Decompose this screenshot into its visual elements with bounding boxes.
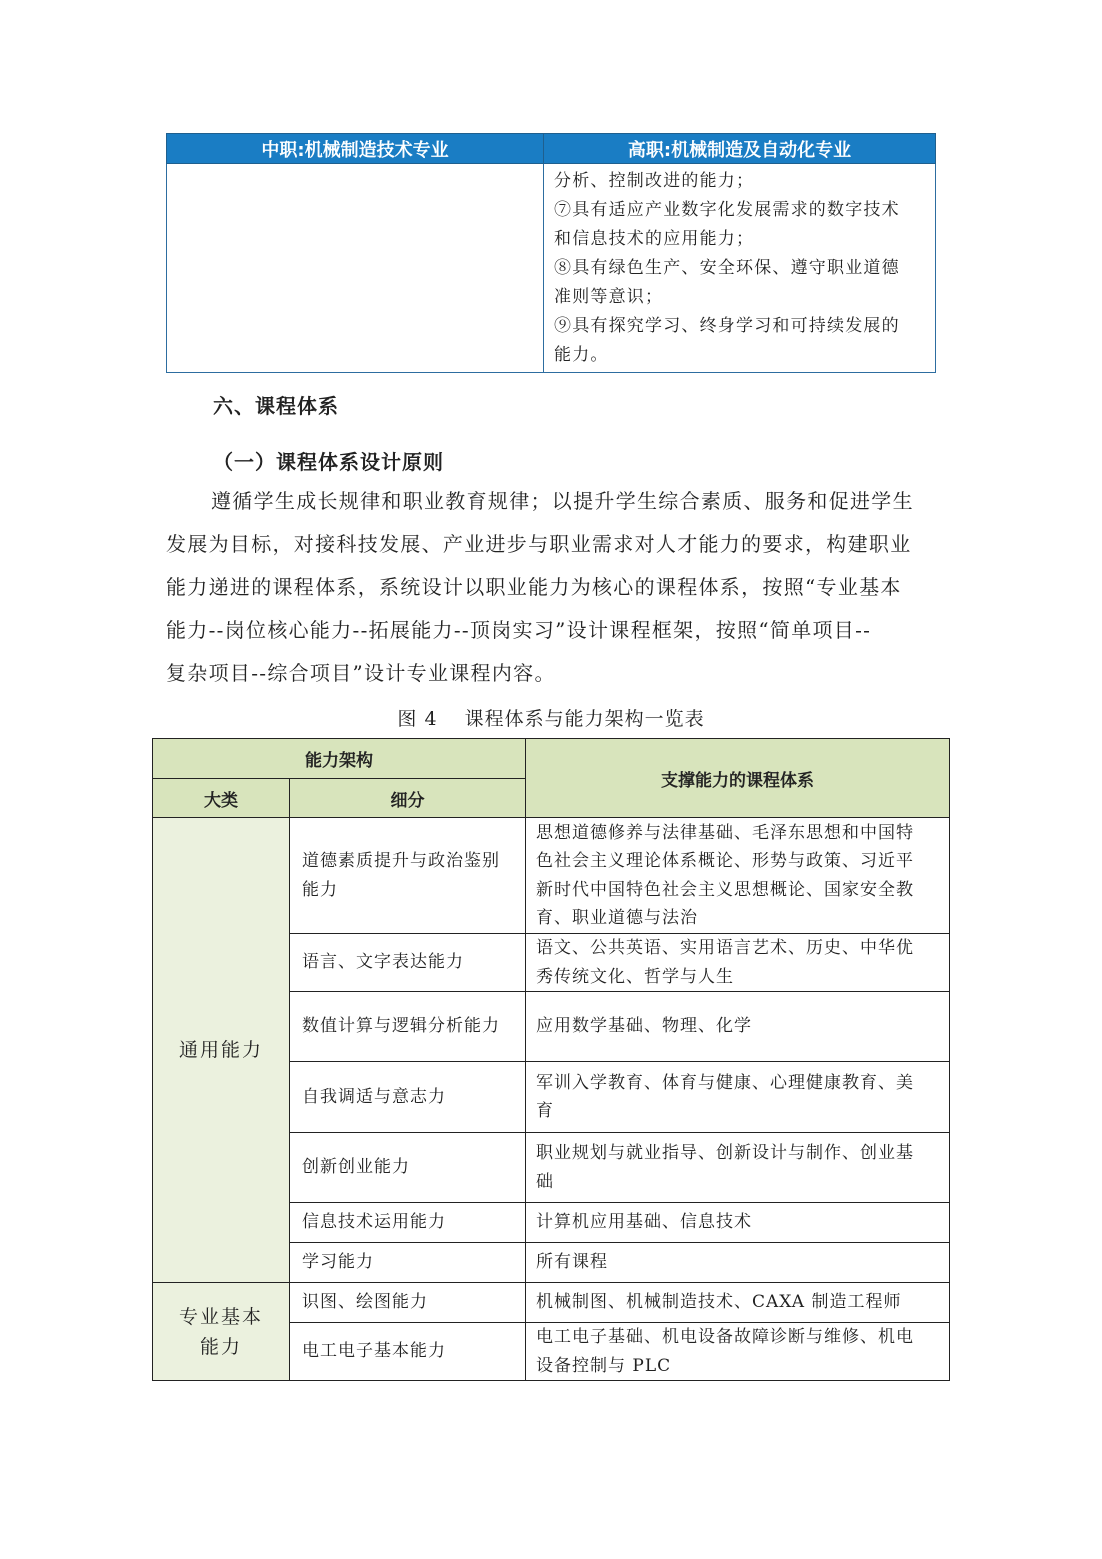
category-cell bbox=[153, 818, 290, 1283]
subcategory-line: 道德素质提升与政治鉴别 bbox=[302, 851, 500, 871]
competency-line: 准则等意识； bbox=[554, 287, 664, 307]
ability-architecture-header: 能力架构 bbox=[153, 739, 526, 779]
paragraph-line: 发展为目标，对接科技发展、产业进步与职业需求对人才能力的要求，构建职业 bbox=[166, 532, 912, 556]
course-line: 设备控制与 PLC bbox=[536, 1355, 672, 1376]
secondary-major-header: 中职:机械制造技术专业 bbox=[167, 134, 544, 164]
subcategory-cell bbox=[290, 818, 526, 934]
competency-line: 分析、控制改进的能力； bbox=[554, 171, 755, 191]
courses-cell bbox=[526, 992, 950, 1062]
category-header: 大类 bbox=[153, 779, 290, 818]
subcategory-cell bbox=[290, 1283, 526, 1323]
course-line: 计算机应用基础、信息技术 bbox=[536, 1212, 752, 1233]
subcategory-line: 电工电子基本能力 bbox=[302, 1341, 446, 1362]
courses-cell bbox=[526, 934, 950, 992]
higher-major-header: 高职:机械制造及自动化专业 bbox=[544, 134, 936, 164]
subcategory-cell bbox=[290, 1203, 526, 1243]
section-heading: 六、课程体系 bbox=[213, 394, 339, 418]
table-header-row bbox=[153, 739, 950, 779]
courses-cell bbox=[526, 1133, 950, 1203]
subsection-heading: （一）课程体系设计原则 bbox=[213, 450, 444, 474]
paragraph-line: 能力递进的课程体系，系统设计以职业能力为核心的课程体系，按照“专业基本 bbox=[166, 575, 902, 599]
body-paragraph bbox=[166, 480, 938, 695]
subcategory-cell bbox=[290, 1323, 526, 1381]
higher-major-competency-cell bbox=[544, 164, 936, 373]
subcategory-line: 语言、文字表达能力 bbox=[302, 952, 464, 973]
major-comparison-table bbox=[166, 133, 936, 373]
course-line: 新时代中国特色社会主义思想概论、国家安全教 bbox=[536, 879, 914, 900]
table-row bbox=[153, 1283, 950, 1323]
competency-line: ⑧具有绿色生产、安全环保、遵守职业道德 bbox=[554, 258, 900, 278]
subcategory-line: 能力 bbox=[302, 879, 338, 900]
subcategory-line: 识图、绘图能力 bbox=[302, 1292, 428, 1313]
subcategory-line: 学习能力 bbox=[302, 1252, 374, 1273]
course-line: 语文、公共英语、实用语言艺术、历史、中华优 bbox=[536, 938, 914, 958]
course-line: 军训入学教育、体育与健康、心理健康教育、美 bbox=[536, 1072, 914, 1093]
subcategory-line: 自我调适与意志力 bbox=[302, 1086, 446, 1107]
category-cell bbox=[153, 1283, 290, 1381]
category-label: 通用能力 bbox=[178, 1039, 263, 1061]
category-label: 能力 bbox=[199, 1335, 242, 1358]
major-comparison-header-row bbox=[167, 134, 936, 164]
table-row bbox=[153, 818, 950, 934]
course-line: 思想道德修养与法律基础、毛泽东思想和中国特 bbox=[536, 822, 914, 843]
course-line: 色社会主义理论体系概论、形势与政策、习近平 bbox=[536, 851, 914, 871]
course-line: 础 bbox=[536, 1171, 554, 1192]
figure-caption: 图 4 课程体系与能力架构一览表 bbox=[397, 708, 705, 730]
course-line: 电工电子基础、机电设备故障诊断与维修、机电 bbox=[536, 1327, 914, 1347]
competency-line: 和信息技术的应用能力； bbox=[554, 229, 755, 249]
courses-cell bbox=[526, 818, 950, 934]
course-line: 秀传统文化、哲学与人生 bbox=[536, 966, 734, 987]
competency-line: ⑦具有适应产业数字化发展需求的数字技术 bbox=[554, 200, 900, 220]
courses-cell bbox=[526, 1062, 950, 1133]
course-line: 所有课程 bbox=[536, 1252, 608, 1273]
course-line: 育、职业道德与法治 bbox=[536, 908, 698, 928]
courses-cell bbox=[526, 1243, 950, 1283]
courses-cell bbox=[526, 1203, 950, 1243]
subcategory-cell bbox=[290, 1243, 526, 1283]
course-line: 应用数学基础、物理、化学 bbox=[536, 1016, 752, 1037]
course-line: 职业规划与就业指导、创新设计与制作、创业基 bbox=[536, 1143, 914, 1163]
subcategory-cell bbox=[290, 1133, 526, 1203]
category-label: 专业基本 bbox=[178, 1305, 263, 1328]
paragraph-line: 能力--岗位核心能力--拓展能力--顶岗实习”设计课程框架，按照“简单项目-- bbox=[166, 618, 872, 642]
paragraph-line: 遵循学生成长规律和职业教育规律；以提升学生综合素质、服务和促进学生 bbox=[211, 489, 914, 513]
subcategory-line: 信息技术运用能力 bbox=[302, 1212, 446, 1233]
competency-line: 能力。 bbox=[554, 345, 609, 365]
subcategory-line: 创新创业能力 bbox=[302, 1157, 410, 1178]
subcategory-cell bbox=[290, 934, 526, 992]
courses-cell bbox=[526, 1283, 950, 1323]
subcategory-line: 数值计算与逻辑分析能力 bbox=[302, 1016, 500, 1037]
subcategory-header: 细分 bbox=[290, 779, 526, 818]
major-comparison-row bbox=[167, 164, 936, 373]
course-line: 育 bbox=[536, 1101, 554, 1121]
secondary-major-cell bbox=[167, 164, 544, 373]
subcategory-cell bbox=[290, 992, 526, 1062]
ability-architecture-table bbox=[152, 738, 950, 1381]
competency-line: ⑨具有探究学习、终身学习和可持续发展的 bbox=[554, 316, 900, 336]
subcategory-cell bbox=[290, 1062, 526, 1133]
courses-cell bbox=[526, 1323, 950, 1381]
paragraph-line: 复杂项目--综合项目”设计专业课程内容。 bbox=[166, 661, 556, 685]
course-line: 机械制图、机械制造技术、CAXA 制造工程师 bbox=[536, 1292, 902, 1313]
supporting-courses-header: 支撑能力的课程体系 bbox=[526, 739, 950, 818]
